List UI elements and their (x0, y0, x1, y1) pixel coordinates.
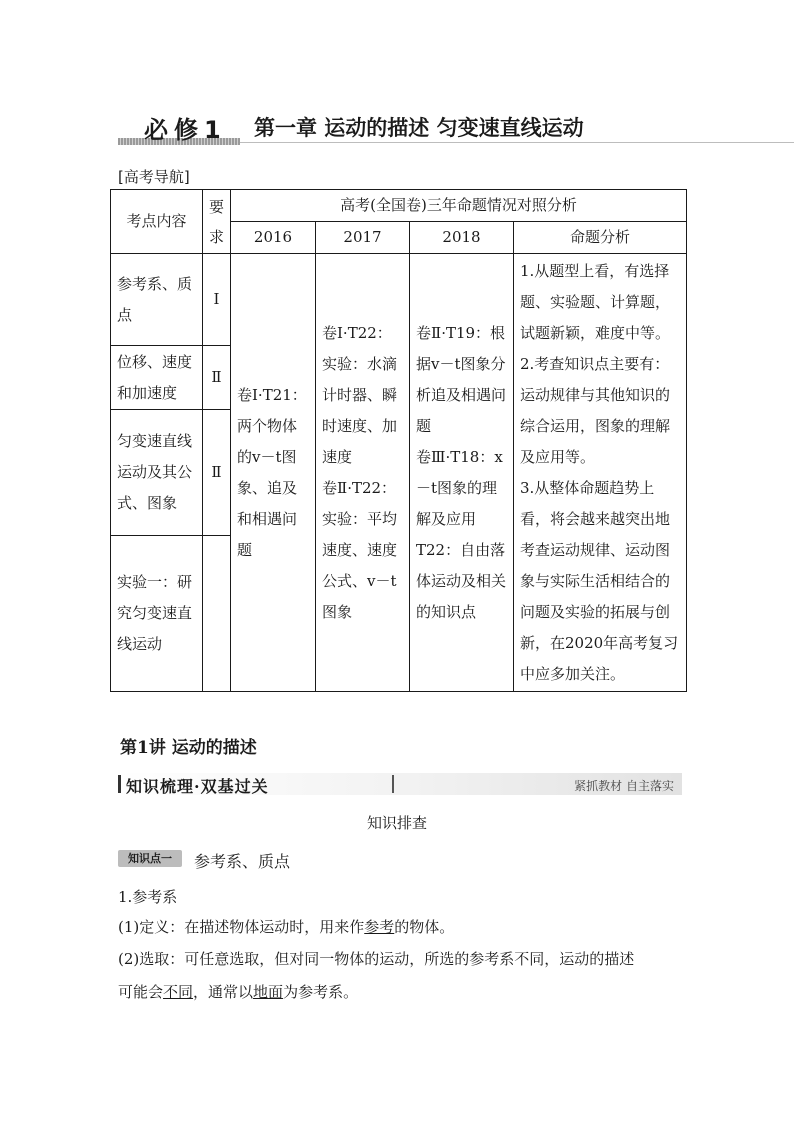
requirement-cell (203, 536, 231, 692)
header-year-2017: 2017 (316, 222, 410, 254)
header-comment: 命题分析 (514, 222, 687, 254)
exam-analysis-table (110, 189, 687, 692)
cell-2018: 卷Ⅱ·T19：根据v－t图象分析追及相遇问题 卷Ⅲ·T18：x－t图象的理解及应用 T22：自由落体运动及相关的知识点 (410, 254, 514, 692)
definition-text: 的物体。 (394, 918, 455, 936)
selection-text: 可能会 (118, 983, 164, 1001)
banner-title: 知识梳理·双基过关 (126, 777, 269, 796)
requirement-cell: Ⅱ (203, 346, 231, 410)
header-requirement: 要求 (203, 190, 231, 254)
knowledge-point-title: 参考系、质点 (194, 852, 291, 871)
chapter-header (118, 108, 684, 150)
book-label: 必修1 (144, 116, 227, 144)
underlined-term: 不同 (163, 983, 194, 1001)
chapter-title: 第一章 运动的描述 匀变速直线运动 (254, 115, 584, 140)
header-analysis: 高考(全国卷)三年命题情况对照分析 (231, 190, 687, 222)
banner-mark (118, 775, 121, 793)
section-heading: 知识排查 (366, 814, 427, 832)
header-year-2016: 2016 (231, 222, 316, 254)
definition-line (118, 916, 454, 937)
underlined-term: 参考 (364, 918, 395, 936)
topic-cell: 位移、速度和加速度 (111, 346, 203, 410)
cell-analysis: 1.从题型上看，有选择题、实验题、计算题，试题新颖，难度中等。 2.考查知识点主要有：运动规律与其他知识的综合运用，图象的理解及应用等。 3.从整体命题趋势上看，将会越来越突出地考查运动规律、运动图象与实际生活相结合的问题及实验的拓展与创新，在2020年高考复习中应多加关注。 (514, 254, 687, 692)
section-banner (118, 773, 682, 795)
selection-text: ，通常以 (193, 983, 254, 1001)
header-rule (240, 142, 794, 143)
topic-cell: 参考系、质点 (111, 254, 203, 346)
cell-2016: 卷Ⅰ·T21：两个物体的v－t图象、追及和相遇问题 (231, 254, 316, 692)
subheading-reference-frame: 1.参考系 (118, 888, 178, 906)
requirement-cell: Ⅱ (203, 410, 231, 536)
requirement-cell: Ⅰ (203, 254, 231, 346)
exam-guide-label: [高考导航] (118, 168, 190, 186)
selection-line-2 (118, 981, 358, 1002)
selection-text: 为参考系。 (283, 983, 359, 1001)
underlined-term: 地面 (253, 983, 284, 1001)
definition-text: (1)定义：在描述物体运动时，用来作 (118, 918, 365, 936)
knowledge-point-tag: 知识点一 (118, 850, 182, 867)
lecture-title: 第1讲 运动的描述 (120, 738, 257, 758)
topic-cell: 匀变速直线运动及其公式、图象 (111, 410, 203, 536)
topic-cell: 实验一：研究匀变速直线运动 (111, 536, 203, 692)
header-topic: 考点内容 (111, 190, 203, 254)
cell-2017: 卷Ⅰ·T22：实验：水滴计时器、瞬时速度、加速度 卷Ⅱ·T22：实验：平均速度、速度公式、v－t图象 (316, 254, 410, 692)
banner-divider (392, 775, 394, 793)
selection-line: (2)选取：可任意选取，但对同一物体的运动，所选的参考系不同，运动的描述 (118, 950, 635, 968)
banner-subtitle: 紧抓教材 自主落实 (574, 779, 674, 793)
header-year-2018: 2018 (410, 222, 514, 254)
